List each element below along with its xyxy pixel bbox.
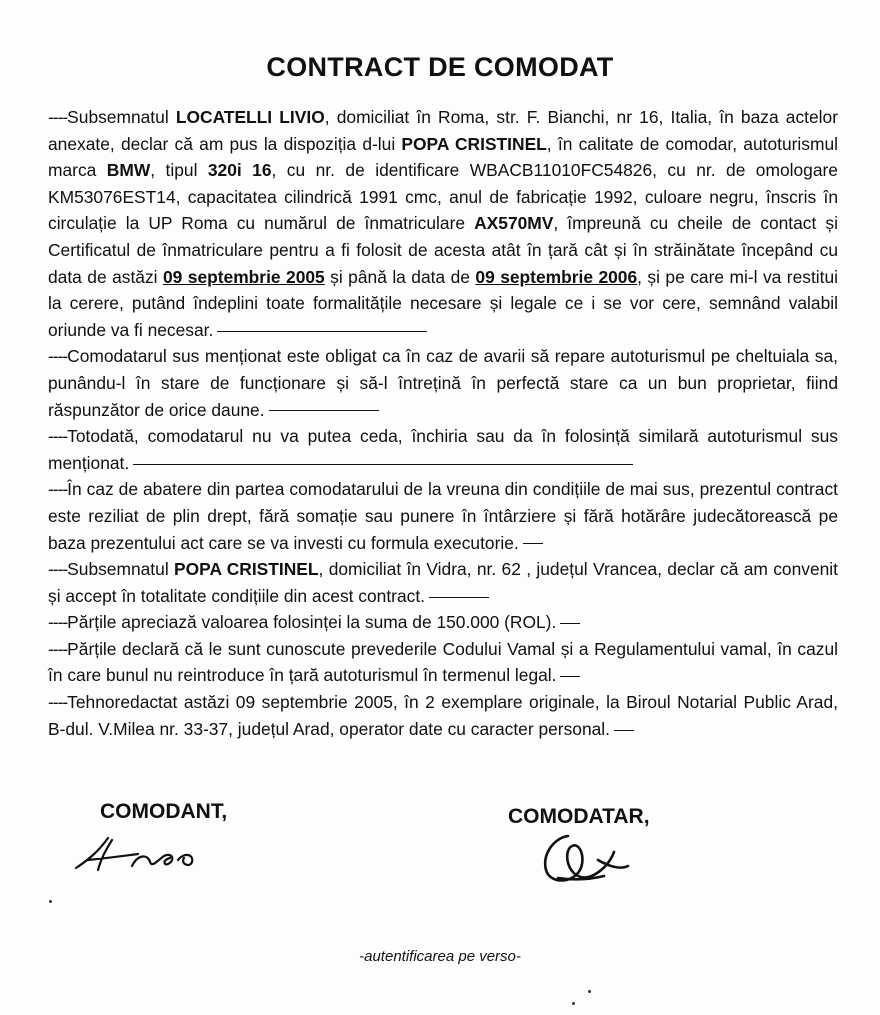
line-fill-dash — [217, 331, 427, 332]
paragraph-lead-dash: ---- — [48, 612, 68, 633]
document-title: CONTRACT DE COMODAT — [266, 52, 614, 82]
footer-note: -autentificarea pe verso- — [359, 948, 521, 965]
line-fill-dash — [560, 623, 580, 624]
line-fill-dash — [560, 676, 580, 677]
paragraph-text: , împreună cu cheile de contact și Certificatul de înmatriculare pentru a fi folosit de acesta atât în țară cât și în străinătate începând cu data de astăzi — [48, 213, 838, 287]
contract-paragraph — [48, 343, 838, 423]
contract-paragraph — [48, 609, 838, 636]
paragraph-text: Subsemnatul — [67, 107, 176, 127]
bold-text: 320i 16 — [207, 160, 272, 181]
comodant-label: COMODANT, — [100, 800, 228, 823]
paragraph-text: și până la data de — [324, 266, 476, 287]
scan-speck — [49, 900, 52, 903]
paragraph-text: , în calitate de comodar, autoturismul marca — [48, 133, 838, 181]
comodatar-signature — [528, 830, 638, 890]
paragraph-lead-dash: ---- — [48, 479, 68, 500]
paragraph-lead-dash: ---- — [48, 346, 68, 367]
paragraph-text: Comodatarul sus menționat este obligat ca în caz de avarii să repare autoturismul pe cheltuiala sa, punându-l în stare de funcționare și să-l întrețină în perfectă stare ca un bun proprietar, fiind răspunzător de orice daune. — [48, 346, 838, 420]
line-fill-dash — [614, 730, 634, 731]
paragraph-lead-dash: ---- — [48, 638, 68, 659]
contract-paragraph — [48, 104, 838, 343]
comodant-signature — [68, 830, 208, 880]
scan-speck — [588, 990, 591, 993]
paragraph-text: Părțile apreciază valoarea folosinței la suma de 150.000 (ROL). — [67, 612, 557, 633]
paragraph-text: Totodată, comodatarul nu va putea ceda, închiria sau da în folosință similară autoturismul sus menționat. — [48, 426, 838, 473]
paragraph-text: Subsemnatul — [67, 559, 175, 580]
bold-text: POPA CRISTINEL — [174, 559, 319, 580]
contract-paragraph — [48, 556, 838, 609]
line-fill-dash — [269, 410, 379, 411]
comodatar-label: COMODATAR, — [508, 805, 650, 828]
paragraph-text: În caz de abatere din partea comodatarului de la vreuna din condițiile de mai sus, prezentul contract este reziliat de plin drept, fără somație sau punere în întârziere și fără hotărâre judecătorească pe baza prezentului act care se va investi cu formula executorie. — [48, 479, 838, 553]
bold-text: LOCATELLI LIVIO — [175, 107, 325, 127]
underlined-date: 09 septembrie 2005 — [162, 266, 325, 287]
paragraph-text: , și pe care mi-l va restitui la cerere, putând îndeplini toate formalitățile necesare și legale ce i se vor cere, semnând valabil oriunde va fi necesar. — [48, 266, 839, 340]
bold-text: AX570MV — [474, 213, 554, 234]
paragraph-lead-dash: ---- — [48, 692, 68, 713]
contract-paragraph — [48, 423, 838, 476]
line-fill-dash — [133, 464, 633, 465]
contract-body — [48, 104, 838, 742]
paragraph-lead-dash: ---- — [48, 426, 68, 447]
paragraph-lead-dash: ---- — [48, 559, 68, 580]
contract-paragraph — [48, 689, 838, 742]
paragraph-text: Tehnoredactat astăzi 09 septembrie 2005, în 2 exemplare originale, la Biroul Notarial Public Arad, B-dul. V.Milea nr. 33-37, județul Arad, operator date cu caracter personal. — [48, 692, 838, 739]
scan-speck — [572, 1002, 575, 1005]
bold-text: POPA CRISTINEL — [401, 133, 547, 154]
contract-paragraph — [48, 476, 838, 556]
paragraph-lead-dash: ---- — [48, 107, 68, 127]
paragraph-text: , cu nr. de identificare WBACB11010FC54826, cu nr. de omologare KM53076EST14, capacitatea cilindrică 1991 cmc, anul de fabricație 1992, culoare negru, înscris în circulație la UP Roma cu numărul de înmatriculare — [48, 160, 838, 234]
underlined-date: 09 septembrie 2006 — [475, 266, 638, 287]
paragraph-text: , domiciliat în Vidra, nr. 62 , județul Vrancea, declar că am convenit și accept în totalitate condițiile din acest contract. — [48, 559, 838, 606]
line-fill-dash — [523, 543, 543, 544]
paragraph-text: Părțile declară că le sunt cunoscute prevederile Codului Vamal și a Regulamentului vamal, în cazul în care bunul nu reintroduce în țară autoturismul în termenul legal. — [48, 638, 838, 686]
bold-text: BMW — [106, 160, 151, 181]
contract-paragraph — [48, 636, 838, 689]
paragraph-text: , domiciliat în Roma, str. F. Bianchi, nr 16, Italia, în baza actelor anexate, declar că am pus la dispoziția d-lui — [48, 107, 838, 154]
line-fill-dash — [429, 597, 489, 598]
paragraph-text: , tipul — [150, 160, 208, 181]
